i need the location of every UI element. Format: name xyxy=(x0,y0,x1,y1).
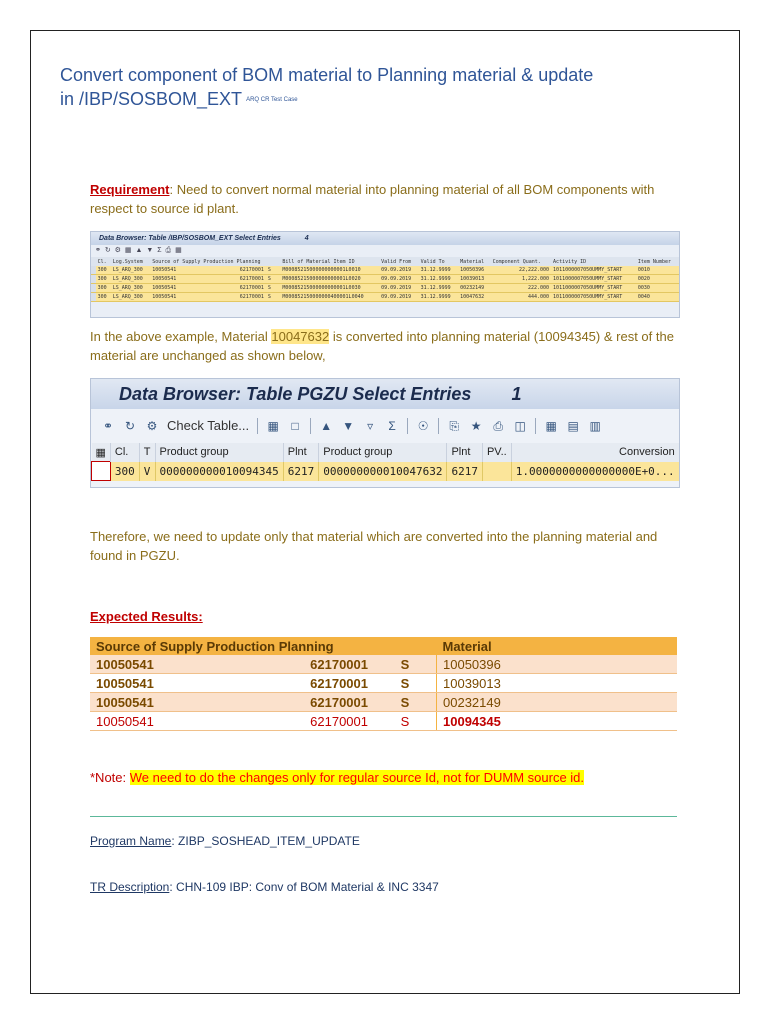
table-cell: 1011000007050UMMY_START xyxy=(551,266,636,275)
table-row[interactable] xyxy=(91,284,679,293)
table-cell: 300 xyxy=(96,266,111,275)
pgzu-data-browser xyxy=(90,378,680,488)
print-icon[interactable]: ⎙ xyxy=(165,247,173,254)
col-header[interactable]: Product group xyxy=(319,443,447,462)
table-cell: 1011000007050UMMY_START xyxy=(551,275,636,284)
table-cell: 300 xyxy=(96,275,111,284)
title-line-2: in /IBP/SOSBOM_EXT xyxy=(60,89,243,109)
sosbom-table xyxy=(91,257,679,302)
pgzu-browser-count: 1 xyxy=(511,384,522,404)
table-cell: S xyxy=(266,275,280,284)
table-row xyxy=(90,693,677,712)
refresh-icon[interactable]: ↻ xyxy=(104,247,112,254)
table-cell: 62170001 xyxy=(208,293,266,302)
sosbom-browser-count: 4 xyxy=(304,235,309,242)
table-cell: S xyxy=(266,266,280,275)
table-row[interactable] xyxy=(92,462,680,481)
sosbom-toolbar xyxy=(91,245,679,257)
table-cell: M000852150000000400001L0040 xyxy=(280,293,379,302)
sosbom-data-browser xyxy=(90,231,680,318)
columns-icon[interactable]: ▤ xyxy=(567,419,579,433)
table-cell: 1011000007050UMMY_START xyxy=(551,284,636,293)
table-cell: 0030 xyxy=(636,284,679,293)
table-cell: 62170001 xyxy=(262,693,374,712)
table-cell: 6217 xyxy=(447,462,483,481)
example-paragraph xyxy=(90,327,680,365)
col-header[interactable]: Cl. xyxy=(96,257,111,266)
col-header[interactable]: Product group xyxy=(155,443,283,462)
horizontal-divider xyxy=(90,816,677,817)
table-cell: 1,222.000 xyxy=(491,275,551,284)
table-cell: 31.12.9999 xyxy=(419,266,459,275)
table-cell: 10050541 xyxy=(90,693,262,712)
table-cell: 31.12.9999 xyxy=(419,293,459,302)
table-cell: 10050541 xyxy=(150,284,208,293)
table-cell: 0020 xyxy=(636,275,679,284)
filter-icon[interactable]: ▿ xyxy=(367,419,374,433)
col-header[interactable]: Valid To xyxy=(419,257,459,266)
col-header[interactable]: Plnt xyxy=(447,443,483,462)
select-column-icon[interactable]: ▦ xyxy=(92,443,111,462)
table-cell: 444.000 xyxy=(491,293,551,302)
refresh-icon[interactable]: ↻ xyxy=(124,419,136,433)
table-cell: S xyxy=(374,712,437,731)
glasses-icon[interactable]: ⚭ xyxy=(95,247,102,254)
table-header-material: Material xyxy=(437,637,678,655)
table-row xyxy=(90,655,677,674)
settings-icon[interactable]: ⚙ xyxy=(114,247,122,254)
graphic-icon[interactable]: ★ xyxy=(470,419,482,433)
program-name-value: : ZIBP_SOSHEAD_ITEM_UPDATE xyxy=(171,834,360,848)
expected-results-heading: Expected Results: xyxy=(90,609,203,624)
table-cell: 10050541 xyxy=(90,674,262,693)
table-cell: 31.12.9999 xyxy=(419,284,459,293)
requirement-paragraph xyxy=(90,180,680,218)
table-cell: LS_ARQ_300 xyxy=(111,284,151,293)
table-cell: 09.09.2019 xyxy=(379,293,419,302)
table-cell: 1011000007050UMMY_START xyxy=(551,293,636,302)
table-cell: 09.09.2019 xyxy=(379,275,419,284)
glasses-icon[interactable]: ⚭ xyxy=(102,419,114,433)
deselect-all-icon[interactable]: □ xyxy=(291,419,299,433)
example-text-post: is converted into planning material (10094345) & rest of the material are unchanged as shown below, xyxy=(90,329,674,363)
toolbar-separator xyxy=(535,418,536,434)
table-cell: S xyxy=(374,655,437,674)
table-header-source: Source of Supply Production Planning xyxy=(90,637,437,655)
hierarchy-icon[interactable]: ▥ xyxy=(589,419,601,433)
col-header[interactable]: Conversion xyxy=(511,443,679,462)
table-cell: S xyxy=(374,674,437,693)
table-cell: 10050541 xyxy=(150,293,208,302)
toolbar-separator xyxy=(310,418,311,434)
col-header[interactable]: Activity ID xyxy=(551,257,636,266)
col-header[interactable]: PV.. xyxy=(482,443,511,462)
table-cell: 000000000010047632 xyxy=(319,462,447,481)
tr-description-label: TR Description xyxy=(90,880,170,894)
col-header[interactable]: Source of Supply Production Planning xyxy=(150,257,280,266)
table-cell: 10050541 xyxy=(150,266,208,275)
example-text-pre: In the above example, Material xyxy=(90,329,272,344)
col-header[interactable]: Bill of Material Item ID xyxy=(280,257,379,266)
title-line-1: Convert component of BOM material to Planning material & update xyxy=(60,65,594,85)
table-cell: 62170001 xyxy=(262,655,374,674)
check-table-button[interactable]: Check Table... xyxy=(167,418,250,433)
tr-description-line xyxy=(90,880,439,894)
table-cell: 1.0000000000000000E+0... xyxy=(511,462,679,481)
sort-descending-icon[interactable]: ▼ xyxy=(342,419,355,433)
table-cell: 300 xyxy=(96,284,111,293)
table-cell xyxy=(482,462,511,481)
table-cell: 31.12.9999 xyxy=(419,275,459,284)
table-cell: V xyxy=(139,462,155,481)
table-cell: LS_ARQ_300 xyxy=(111,266,151,275)
table-cell: 10094345 xyxy=(437,712,678,731)
highlighted-material: 10047632 xyxy=(271,329,330,344)
select-all-icon[interactable]: ▦ xyxy=(267,419,279,433)
table-cell: LS_ARQ_300 xyxy=(111,275,151,284)
col-header[interactable]: Valid From xyxy=(379,257,419,266)
table-cell: 00232149 xyxy=(458,284,491,293)
print-icon[interactable]: ⎙ xyxy=(493,419,503,433)
col-header[interactable]: Plnt xyxy=(283,443,319,462)
table-row[interactable] xyxy=(91,266,679,275)
table-cell: LS_ARQ_300 xyxy=(111,293,151,302)
table-cell: S xyxy=(266,284,280,293)
table-cell: 10050541 xyxy=(90,655,262,674)
col-header[interactable]: T xyxy=(139,443,155,462)
sum-icon[interactable]: Σ xyxy=(388,419,396,433)
table-cell: 10050541 xyxy=(150,275,208,284)
table-cell: 10039013 xyxy=(458,275,491,284)
table-cell: 09.09.2019 xyxy=(379,284,419,293)
toolbar-separator xyxy=(257,418,258,434)
document-page xyxy=(30,30,740,994)
therefore-paragraph: Therefore, we need to update only that material which are converted into the planning material and found in PGZU. xyxy=(90,529,658,563)
table-cell: 09.09.2019 xyxy=(379,266,419,275)
col-header[interactable]: Item Number xyxy=(636,257,679,266)
table-row[interactable] xyxy=(91,293,679,302)
program-name-label: Program Name xyxy=(90,834,172,848)
sort-ascending-icon[interactable]: ▲ xyxy=(135,247,144,254)
table-cell: 0010 xyxy=(636,266,679,275)
table-cell: 300 xyxy=(96,293,111,302)
filter-icon[interactable]: ▼ xyxy=(146,247,155,254)
table-cell: 62170001 xyxy=(262,674,374,693)
table-cell: 10050396 xyxy=(458,266,491,275)
note-prefix: *Note: xyxy=(90,770,130,785)
expected-results-table xyxy=(90,637,677,731)
requirement-label: Requirement xyxy=(90,182,170,197)
sosbom-browser-title-bar xyxy=(91,232,679,245)
export-icon[interactable]: ▦ xyxy=(124,247,133,254)
table-cell: S xyxy=(374,693,437,712)
table-cell: M00085215000000000001L0020 xyxy=(280,275,379,284)
grid-icon[interactable]: ▦ xyxy=(175,247,183,254)
toolbar-separator xyxy=(438,418,439,434)
table-row[interactable] xyxy=(91,275,679,284)
document-title xyxy=(60,63,660,112)
table-cell: 10050541 xyxy=(90,712,262,731)
table-cell: 300 xyxy=(110,462,139,481)
col-header[interactable]: Component Quant. xyxy=(491,257,551,266)
table-cell: 62170001 xyxy=(208,275,266,284)
details-icon[interactable]: ☉ xyxy=(417,419,429,433)
pgzu-browser-title-bar xyxy=(91,379,679,409)
tr-description-value: : CHN-109 IBP: Conv of BOM Material & INC 3347 xyxy=(169,880,439,894)
col-header[interactable]: Cl. xyxy=(110,443,139,462)
sum-icon[interactable]: Σ xyxy=(157,247,163,254)
note-paragraph xyxy=(90,770,584,785)
table-cell: S xyxy=(266,293,280,302)
col-header[interactable]: Log.System xyxy=(111,257,151,266)
table-cell: 00232149 xyxy=(437,693,678,712)
table-cell: 62170001 xyxy=(208,284,266,293)
sosbom-browser-title: Data Browser: Table /IBP/SOSBOM_EXT Select Entries xyxy=(99,235,281,242)
requirement-text: : Need to convert normal material into planning material of all BOM components with respect to source id plant. xyxy=(90,182,655,216)
table-cell: 10050396 xyxy=(437,655,678,674)
pgzu-toolbar xyxy=(91,409,679,443)
export-icon[interactable]: ⎘ xyxy=(449,419,459,433)
sort-ascending-icon[interactable]: ▲ xyxy=(320,419,333,433)
pgzu-table xyxy=(91,443,680,481)
table-cell: 62170001 xyxy=(262,712,374,731)
table-cell: 000000000010094345 xyxy=(155,462,283,481)
table-cell: 0040 xyxy=(636,293,679,302)
table-row xyxy=(90,674,677,693)
table-cell: 222.000 xyxy=(491,284,551,293)
layout-icon[interactable]: ◫ xyxy=(514,419,526,433)
table-cell: M00085215000000000001L0010 xyxy=(280,266,379,275)
grid-icon[interactable]: ▦ xyxy=(545,419,557,433)
pgzu-browser-title: Data Browser: Table PGZU Select Entries xyxy=(119,384,472,404)
table-cell: 10039013 xyxy=(437,674,678,693)
table-cell: 62170001 xyxy=(208,266,266,275)
table-cell: 6217 xyxy=(283,462,319,481)
table-row xyxy=(90,712,677,731)
col-header[interactable]: Material xyxy=(458,257,491,266)
table-cell: 10047632 xyxy=(458,293,491,302)
table-cell: M00085215000000000001L0030 xyxy=(280,284,379,293)
program-name-line xyxy=(90,834,360,848)
settings-icon[interactable]: ⚙ xyxy=(146,419,158,433)
row-select-box[interactable] xyxy=(92,462,111,481)
table-cell: 22,222.000 xyxy=(491,266,551,275)
toolbar-separator xyxy=(407,418,408,434)
note-text: We need to do the changes only for regular source Id, not for DUMM source id. xyxy=(129,770,585,785)
title-subtitle: ARQ CR Test Case xyxy=(246,97,298,104)
